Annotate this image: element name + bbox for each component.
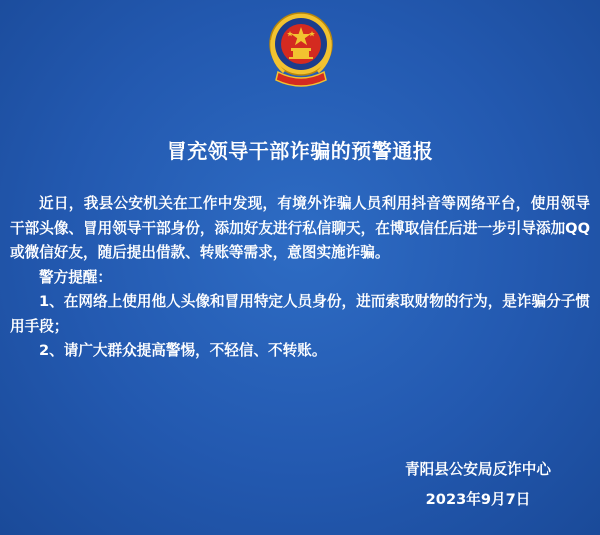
issuer-name: 青阳县公安局反诈中心 [405,461,551,478]
signature-block [368,455,588,515]
notice-paragraph: 近日，我县公安机关在工作中发现，有境外诈骗人员利用抖音等网络平台，使用领导干部头像、冒用领导干部身份，添加好友进行私信聊天，在博取信任后进一步引导添加QQ或微信好友，随后提出借款、转账等需求，意图实施诈骗。 [10,195,590,261]
notice-title: 冒充领导干部诈骗的预警通报 [166,139,434,163]
police-reminder-heading: 警方提醒： [39,268,112,286]
reminder-item-1: 1、在网络上使用他人头像和冒用特定人员身份，进而索取财物的行为，是诈骗分子惯用手段； [10,293,590,335]
reminder-item-2: 2、请广大群众提高警惕，不轻信、不转账。 [39,342,327,359]
notice-body [10,192,590,364]
police-emblem-icon [264,10,338,94]
issue-date: 2023年9月7日 [425,491,531,508]
